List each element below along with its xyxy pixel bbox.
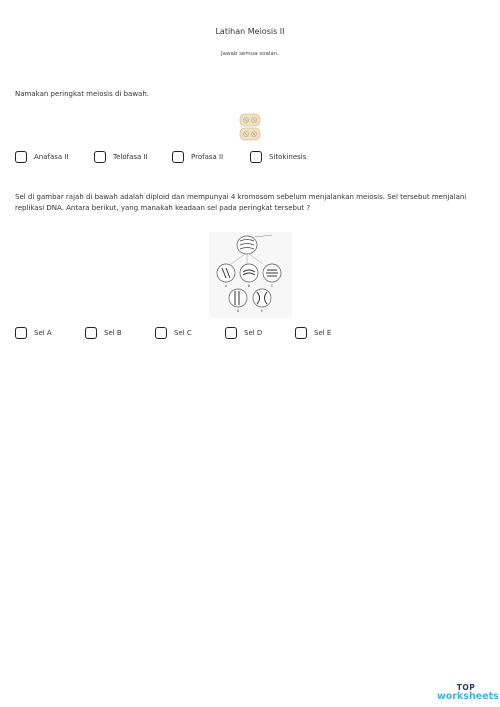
option-sel-b[interactable] bbox=[85, 327, 122, 339]
option-label: Sel C bbox=[174, 329, 192, 337]
option-label: Anafasa II bbox=[34, 153, 69, 161]
checkbox[interactable] bbox=[250, 151, 262, 163]
checkbox[interactable] bbox=[85, 327, 97, 339]
logo-line-2: worksheets bbox=[437, 691, 499, 702]
checkbox[interactable] bbox=[155, 327, 167, 339]
cell-label-a: A bbox=[224, 284, 228, 288]
checkbox[interactable] bbox=[295, 327, 307, 339]
option-label: Telofasa II bbox=[113, 153, 148, 161]
question-1-text: Namakan peringkat meiosis di bawah. bbox=[15, 90, 149, 98]
cell-label-e: E bbox=[260, 309, 264, 313]
option-sel-c[interactable] bbox=[155, 327, 192, 339]
checkbox[interactable] bbox=[94, 151, 106, 163]
worksheet-instructions: Jawab semua soalan. bbox=[220, 51, 280, 57]
option-label: Sel E bbox=[314, 329, 332, 337]
question-2-text: Sel di gambar rajah di bawah adalah diploid dan mempunyai 4 kromosom sebelum menjalankan meiosis. Sel tersebut menjalani replikasi DNA. Antara berikut, yang manakah keadaan sel pada peringkat tersebut ? bbox=[15, 193, 467, 212]
cell-division-image bbox=[238, 112, 262, 142]
cell-label-d: D bbox=[236, 309, 240, 313]
option-label: Sel D bbox=[244, 329, 263, 337]
option-label: Sel A bbox=[34, 329, 52, 337]
option-sel-a[interactable] bbox=[15, 327, 52, 339]
option-sel-d[interactable] bbox=[225, 327, 262, 339]
option-label: Profasa II bbox=[191, 153, 224, 161]
checkbox[interactable] bbox=[15, 151, 27, 163]
cell-label-c: C bbox=[270, 284, 274, 288]
checkbox[interactable] bbox=[225, 327, 237, 339]
option-anafasa-ii[interactable] bbox=[15, 151, 69, 163]
logo-line-1: TOP bbox=[456, 683, 476, 692]
topworksheets-logo[interactable] bbox=[437, 683, 499, 702]
checkbox[interactable] bbox=[172, 151, 184, 163]
option-profasa-ii[interactable] bbox=[172, 151, 223, 163]
option-sel-e[interactable] bbox=[295, 327, 331, 339]
cell-diagram-labels bbox=[209, 232, 292, 318]
option-label: Sitokinesis bbox=[269, 153, 307, 161]
cell-label-b: B bbox=[247, 284, 251, 288]
option-telofasa-ii[interactable] bbox=[94, 151, 148, 163]
checkbox[interactable] bbox=[15, 327, 27, 339]
worksheet-title: Latihan Meiosis II bbox=[215, 27, 285, 36]
option-label: Sel B bbox=[104, 329, 122, 337]
option-sitokinesis[interactable] bbox=[250, 151, 306, 163]
